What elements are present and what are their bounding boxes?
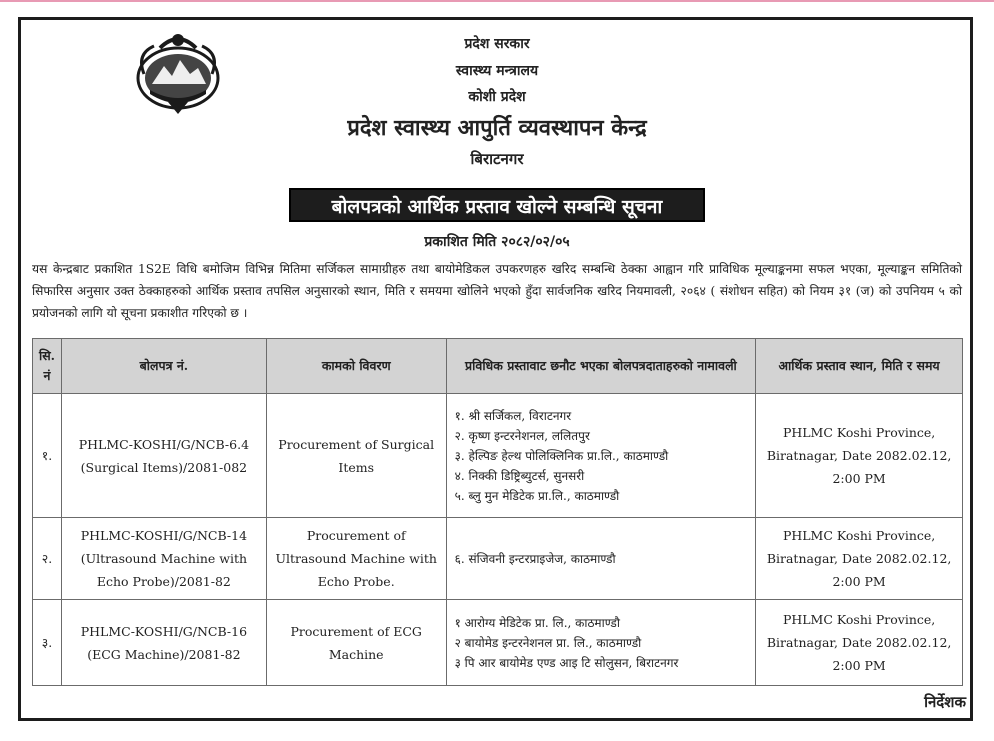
bidder-item: ६. संजिवनी इन्टरप्राइजेज, काठमाण्डौ (454, 551, 616, 566)
cell-sn: ३. (33, 600, 62, 686)
cell-financial: PHLMC Koshi Province, Biratnagar, Date 2082.02.12, 2:00 PM (756, 600, 963, 686)
cell-description: Procurement of Ultrasound Machine with Echo Probe. (266, 518, 446, 600)
table-row (33, 600, 963, 686)
col-header-bidders: प्रविधिक प्रस्तावाट छनौट भएका बोलपत्रदाताहरुको नामावली (446, 339, 756, 394)
cell-bidders (446, 394, 756, 518)
header-office-name: प्रदेश स्वास्थ्य आपुर्ति व्यवस्थापन केन्द्र (347, 115, 647, 141)
bidder-item: ३ पि आर बायोमेड एण्ड आइ टि सोलुसन, बिराटनगर (454, 655, 679, 670)
signoff-director: निर्देशक (924, 693, 966, 711)
cell-description: Procurement of Surgical Items (266, 394, 446, 518)
cell-bid-no: PHLMC-KOSHI/G/NCB-6.4 (Surgical Items)/2081-082 (61, 394, 266, 518)
cell-sn: २. (33, 518, 62, 600)
header-province: कोशी प्रदेश (468, 89, 526, 105)
bidder-item: ३. हेल्पिङ हेल्थ पोलिक्लिनिक प्रा.लि., काठमाण्डौ (454, 448, 669, 463)
bidder-item: २ बायोमेड इन्टरनेशनल प्रा. लि., काठमाण्डौ (454, 635, 642, 650)
col-header-sn: सि. नं (33, 339, 62, 394)
table-header-row (33, 339, 963, 394)
header-ministry: स्वास्थ्य मन्त्रालय (455, 63, 539, 79)
bidder-item: ५. ब्लु मुन मेडिटेक प्रा.लि., काठमाण्डौ (454, 488, 620, 503)
notice-title-banner: बोलपत्रको आर्थिक प्रस्ताव खोल्ने सम्बन्धि सूचना (289, 188, 705, 222)
bidder-item: ४. निक्की डिष्ट्रिब्युटर्स, सुनसरी (454, 468, 585, 483)
published-date: प्रकाशित मिति २०८२/०२/०५ (424, 234, 570, 250)
notice-paragraph: यस केन्द्रबाट प्रकाशित 1S2E विधि बमोजिम विभिन्न मितिमा सर्जिकल सामाग्रीहरु तथा बायोमेडिकल उपकरणहरु खरिद सम्बन्धि ठेक्का आह्वान गरि प्राविधिक मूल्याङ्कनमा सफल भएका, मूल्याङ्कन समितिको सिफारिस अनुसार उक्त ठेक्काहरुको आर्थिक प्रस्ताव तपसिल अनुसारको स्थान, मिति र समयमा खोलिने भएको हुँदा सार्वजनिक खरिद नियमावली, २०६४ ( संशोधन सहित) को नियम ३१ (ज) को उपनियम ५ को प्रयोजनको लागि यो सूचना प्रकाशीत गरिएको छ । (32, 262, 962, 320)
cell-bidders (446, 600, 756, 686)
cell-bidders (446, 518, 756, 600)
cell-financial: PHLMC Koshi Province, Biratnagar, Date 2082.02.12, 2:00 PM (756, 518, 963, 600)
header-city: बिराटनगर (470, 150, 524, 168)
bid-table (32, 338, 963, 686)
bidder-item: १. श्री सर्जिकल, विराटनगर (454, 408, 572, 423)
top-accent-line (0, 0, 994, 2)
bidder-item: १ आरोग्य मेडिटेक प्रा. लि., काठमाण्डौ (454, 615, 620, 630)
cell-bid-no: PHLMC-KOSHI/G/NCB-16 (ECG Machine)/2081-82 (61, 600, 266, 686)
table-row (33, 518, 963, 600)
header-province-government: प्रदेश सरकार (464, 36, 530, 52)
col-header-financial: आर्थिक प्रस्ताव स्थान, मिति र समय (756, 339, 963, 394)
table-row (33, 394, 963, 518)
cell-bid-no: PHLMC-KOSHI/G/NCB-14 (Ultrasound Machine with Echo Probe)/2081-82 (61, 518, 266, 600)
col-header-bid-no: बोलपत्र नं. (61, 339, 266, 394)
bidder-item: २. कृष्ण इन्टरनेशनल, ललितपुर (454, 428, 590, 443)
col-header-description: कामको विवरण (266, 339, 446, 394)
cell-sn: १. (33, 394, 62, 518)
cell-description: Procurement of ECG Machine (266, 600, 446, 686)
cell-financial: PHLMC Koshi Province, Biratnagar, Date 2082.02.12, 2:00 PM (756, 394, 963, 518)
